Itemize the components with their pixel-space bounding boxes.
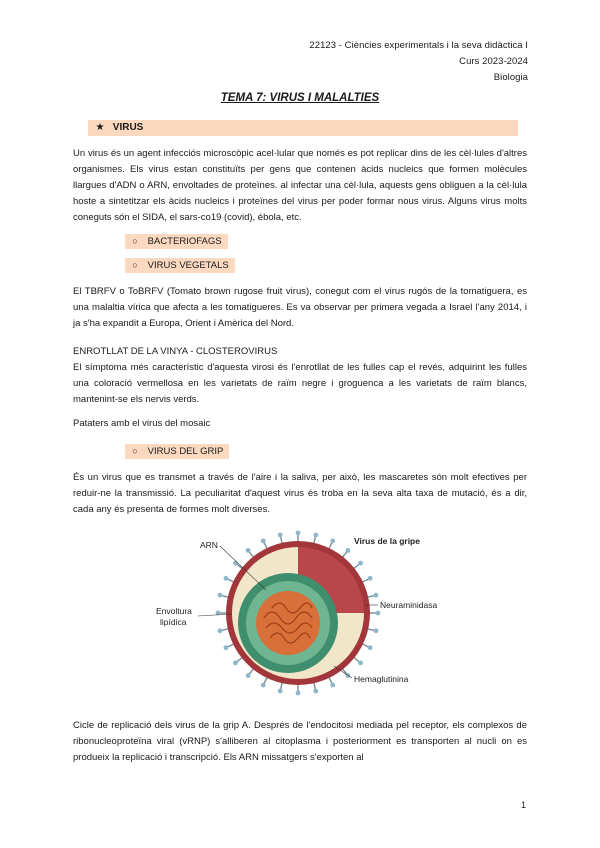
spike-head xyxy=(246,548,251,553)
header-subject: Biologia xyxy=(493,72,528,83)
subsection-bacteriofags xyxy=(125,234,228,249)
label-arn: ARN xyxy=(200,540,218,550)
star-icon: ★ xyxy=(95,122,105,133)
spike-head xyxy=(218,593,223,598)
influenza-virus-diagram xyxy=(148,528,458,698)
tbrfv-paragraph: El TBRFV o ToBRFV (Tomato brown rugose fruit virus), conegut com el virus rugós de la tomatiguera, es una malaltia vírica que afecta a les tomatigueres. Es va observar per primera vegada a Israel l'any 2014, i ja s'ha expandit a Europa, Orient i Amèrica del Nord. xyxy=(73,286,527,329)
spike-head xyxy=(296,691,301,696)
section-heading-virus xyxy=(88,120,518,136)
subsection-virus-vegetals xyxy=(125,258,235,273)
spike-head xyxy=(278,689,283,694)
spike-head xyxy=(224,645,229,650)
figure-title: Virus de la gripe xyxy=(354,536,420,546)
label-hemaglutinina: Hemaglutinina xyxy=(354,674,409,684)
spike-head xyxy=(345,548,350,553)
spike-head xyxy=(246,673,251,678)
spike-head xyxy=(313,533,318,538)
spike-head xyxy=(358,660,363,665)
spike-head xyxy=(224,576,229,581)
spike-head xyxy=(368,576,373,581)
grip-paragraph: És un virus que es transmet a través de l'aire i la saliva, per això, les mascaretes són molt efectives per reduir-ne la transmissió. La peculiaritat d'aquest virus és troba en la seva alta taxa de mutació, és a dir, cada any és presenta de formes molt diverses. xyxy=(73,472,527,515)
label-envoltura-2: lipídica xyxy=(160,617,187,627)
spike-head xyxy=(358,561,363,566)
spike-head xyxy=(313,689,318,694)
header-year: Curs 2023-2024 xyxy=(459,56,528,67)
section-heading-label: VIRUS xyxy=(112,122,144,133)
label-neuraminidasa: Neuraminidasa xyxy=(380,600,438,610)
influenza-virus-figure xyxy=(148,528,458,698)
spike-head xyxy=(296,531,301,536)
page-header xyxy=(309,38,528,86)
pataters-line: Pataters amb el virus del mosaic xyxy=(73,418,211,429)
spike-head xyxy=(368,645,373,650)
circle-bullet-icon: ○ xyxy=(132,446,138,456)
spike-head xyxy=(233,561,238,566)
subsection-label: VIRUS DEL GRIP xyxy=(147,446,224,457)
spike-head xyxy=(376,611,381,616)
spike-head xyxy=(330,683,335,688)
subsection-label: BACTERIOFAGS xyxy=(147,236,222,247)
spike-head xyxy=(278,533,283,538)
circle-bullet-icon: ○ xyxy=(132,260,138,270)
subsection-label: VIRUS VEGETALS xyxy=(147,260,229,271)
cicle-paragraph: Cicle de replicació dels virus de la grip A. Després de l'endocitosi mediada pel receptor, els complexos de ribonucleoproteïna viral (vRNP) s'alliberen al citoplasma i posteriorment es transporten al nucli on es produeix la replicació i transcripció. Els ARN missatgers s'exporten al xyxy=(73,720,527,763)
header-course: 22123 - Ciències experimentals i la seva didàctica I xyxy=(309,40,528,51)
spike-head xyxy=(218,628,223,633)
spike-head xyxy=(330,539,335,544)
spike-head xyxy=(374,593,379,598)
page-number: 1 xyxy=(520,800,526,810)
rna-core xyxy=(256,591,320,655)
spike-head xyxy=(261,683,266,688)
vinya-paragraph: El símptoma més característic d'aquesta virosi és l'enrotllat de les fulles cap el revés, adquirint les fulles una coloració vermellosa en les varietats de raïm negre i groguenca a les varietats de raïm blancs, mantenint-se els nervis verds. xyxy=(73,362,527,405)
spike-head xyxy=(233,660,238,665)
spike-head xyxy=(374,628,379,633)
spike-head xyxy=(261,539,266,544)
circle-bullet-icon: ○ xyxy=(132,236,138,246)
intro-paragraph: Un virus és un agent infecciós microscòpic acel·lular que només es pot replicar dins de les cèl·lules d'altres organismes. Els virus estan constituïts per gens que contenen àcids nucleics que formen molècules llargues d'ADN o ARN, envoltades de proteïnes. al infectar una cèl·lula, aquests gens obliguen a la cèl·lula hoste a sintetitzar els àcids nucleics i proteïnes del virus per poder formar nous virus. Alguns virus molts coneguts són el SIDA, el sars-co19 (covid), ébola, etc. xyxy=(73,148,527,223)
vinya-heading: ENROTLLAT DE LA VINYA - CLOSTEROVIRUS xyxy=(73,346,278,357)
label-envoltura-1: Envoltura xyxy=(156,606,192,616)
page-title: TEMA 7: VIRUS I MALALTIES xyxy=(220,92,380,104)
subsection-virus-grip xyxy=(125,444,229,459)
